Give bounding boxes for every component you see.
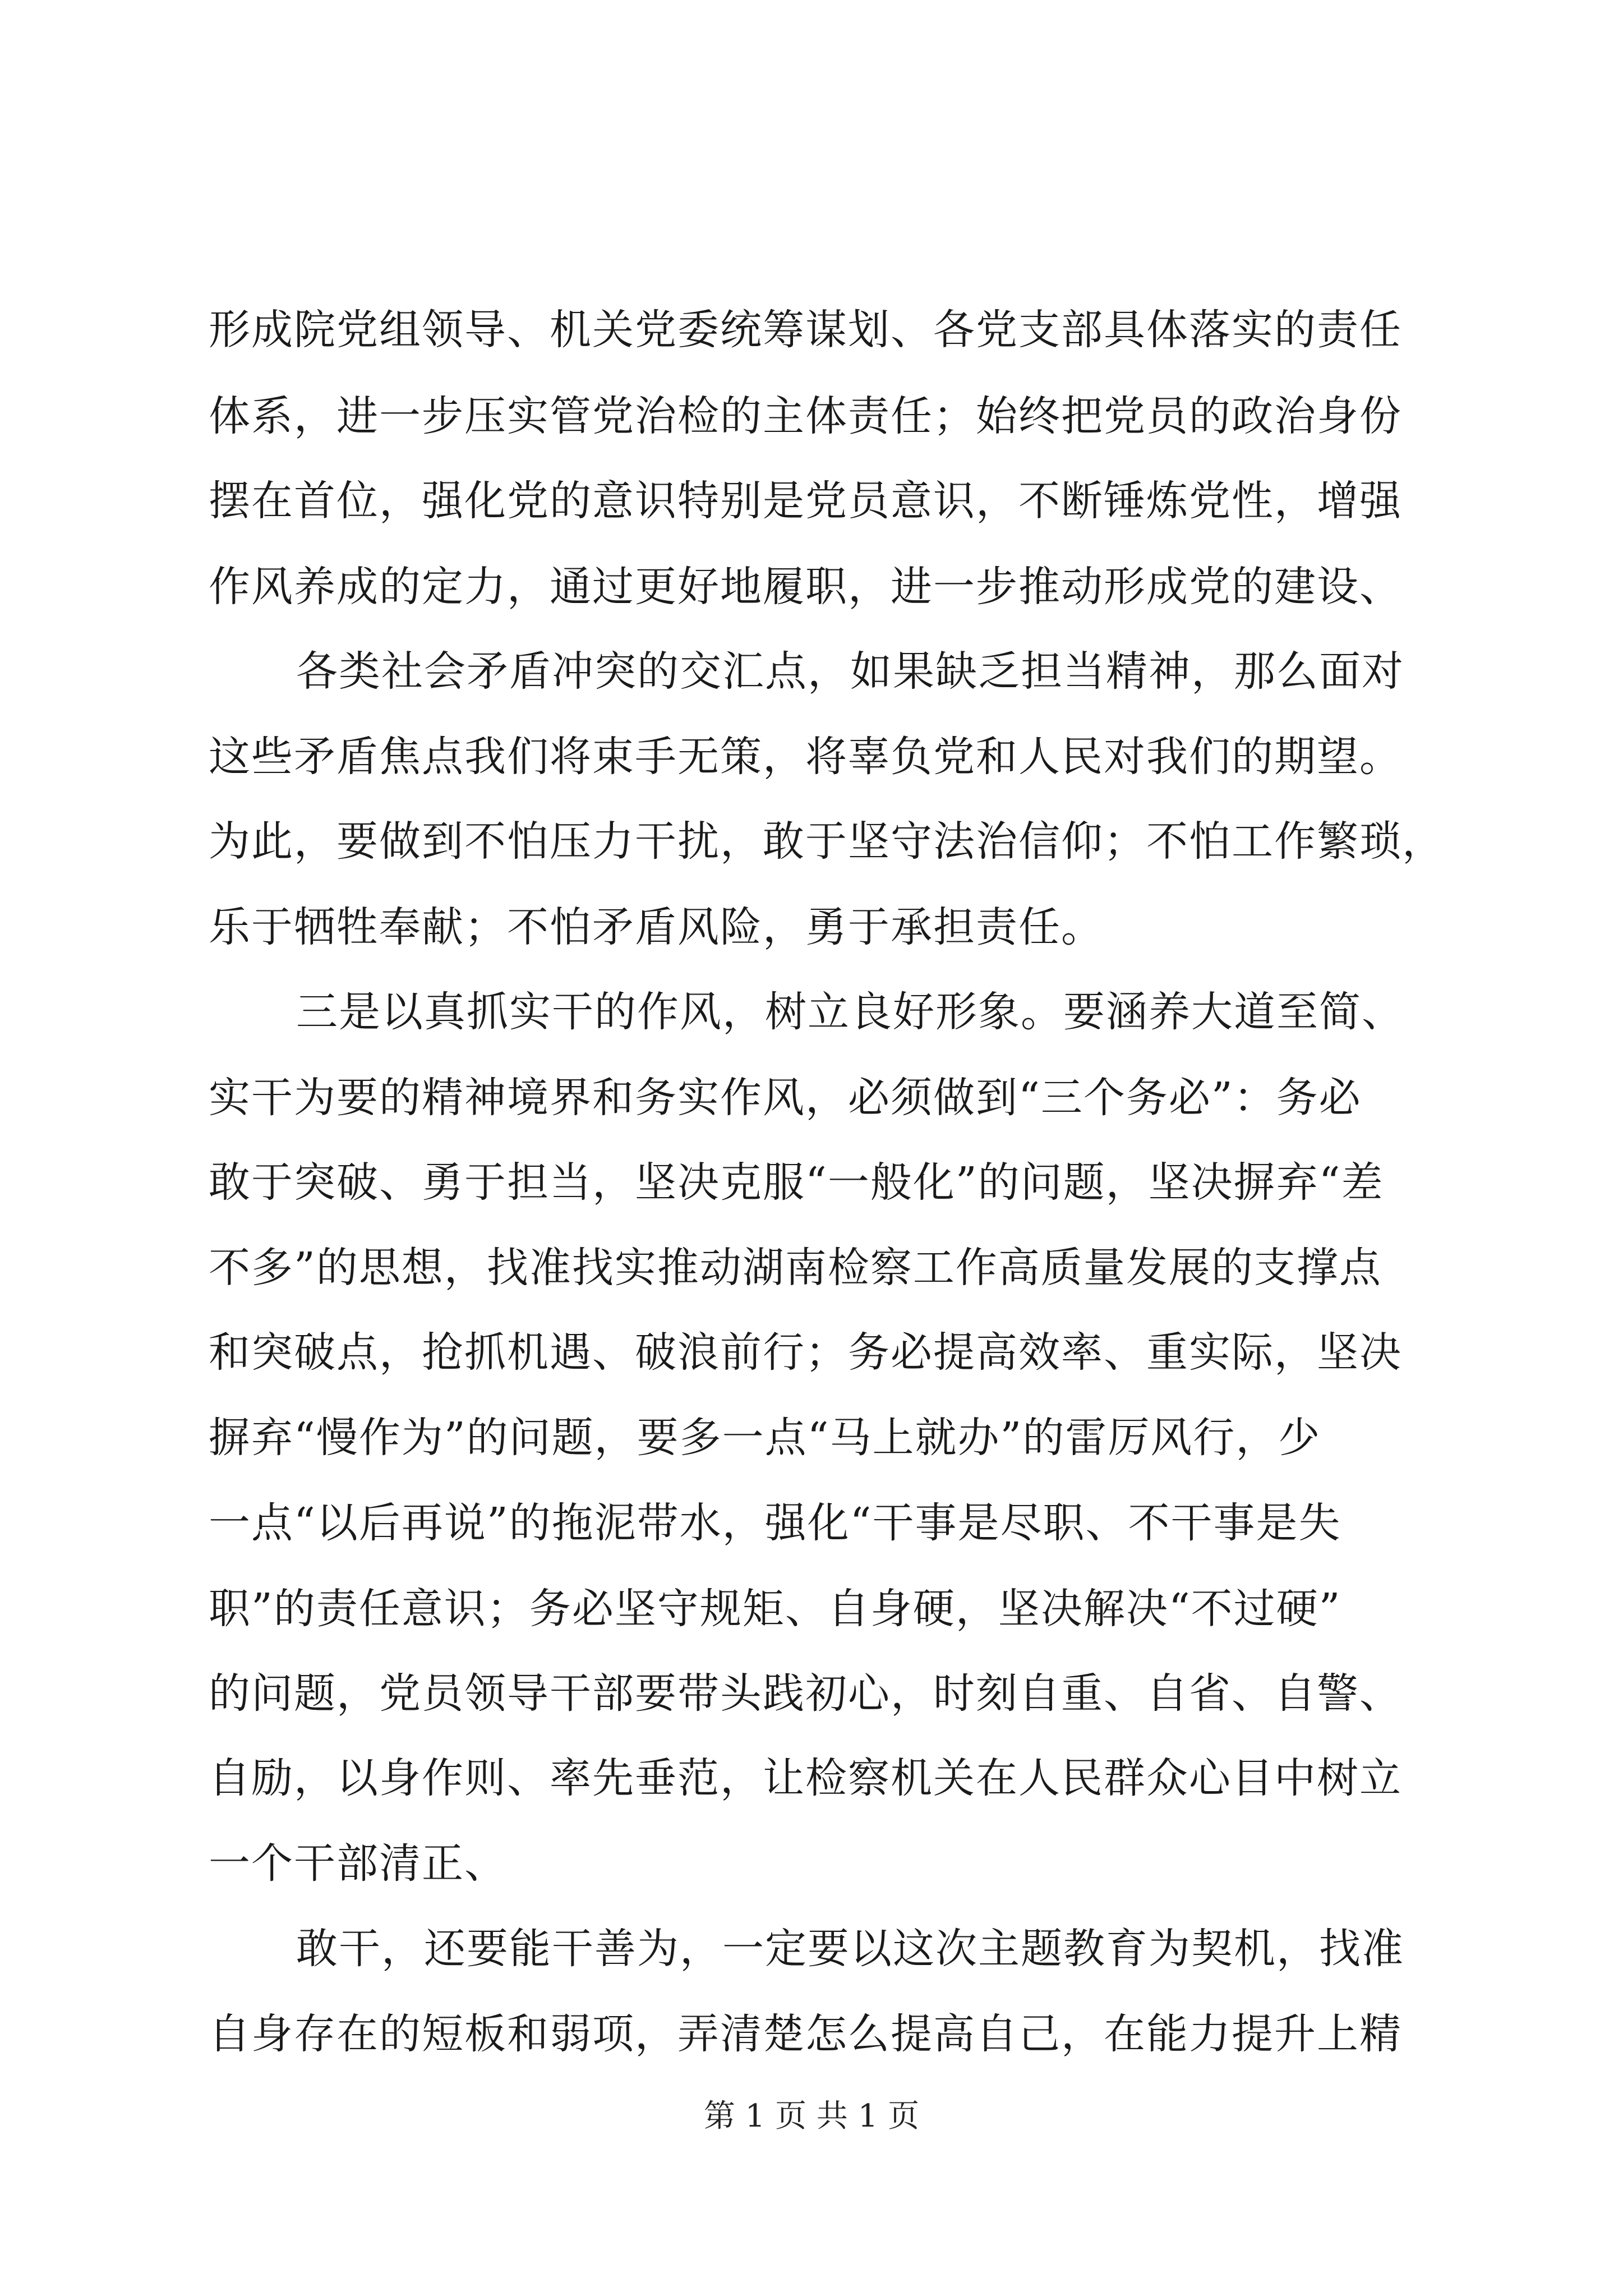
text-line: 三是以真抓实干的作风，树立良好形象。要涵养大道至简、	[296, 988, 1404, 1036]
text-line: 敢干，还要能干善为，一定要以这次主题教育为契机，找准	[296, 1925, 1404, 1973]
text-line: 和突破点，抢抓机遇、破浪前行；务必提高效率、重实际，坚决	[209, 1328, 1402, 1377]
text-line: 为此，要做到不怕压力干扰，敢于坚守法治信仰；不怕工作繁琐，	[209, 817, 1445, 866]
text-line: 体系，进一步压实管党治检的主体责任；始终把党员的政治身份	[209, 392, 1402, 440]
text-line: 职”的责任意识；务必坚守规矩、自身硬，坚决解决“不过硬”	[209, 1585, 1341, 1633]
text-line: 乐于牺牲奉献；不怕矛盾风险，勇于承担责任。	[209, 903, 1104, 951]
text-line: 作风养成的定力，通过更好地履职，进一步推动形成党的建设、	[209, 563, 1402, 611]
text-line: 自身存在的短板和弱项，弄清楚怎么提高自己，在能力提升上精	[209, 2010, 1402, 2058]
text-line: 不多”的思想，找准找实推动湖南检察工作高质量发展的支撑点	[209, 1244, 1382, 1292]
page-number-footer: 第 1 页 共 1 页	[703, 2098, 920, 2134]
text-line: 实干为要的精神境界和务实作风，必须做到“三个务必”：务必	[209, 1074, 1362, 1122]
text-line: 形成院党组领导、机关党委统筹谋划、各党支部具体落实的责任	[209, 306, 1402, 354]
text-line: 的问题，党员领导干部要带头践初心，时刻自重、自省、自警、	[209, 1669, 1402, 1718]
text-line: 一个干部清正、	[209, 1839, 507, 1888]
text-line: 自励，以身作则、率先垂范，让检察机关在人民群众心目中树立	[209, 1754, 1402, 1802]
text-line: 一点“以后再说”的拖泥带水，强化“干事是尽职、不干事是失	[209, 1499, 1341, 1547]
text-line: 各类社会矛盾冲突的交汇点，如果缺乏担当精神，那么面对	[296, 647, 1404, 696]
text-line: 敢于突破、勇于担当，坚决克服“一般化”的问题，坚决摒弃“差	[209, 1158, 1384, 1207]
text-line: 这些矛盾焦点我们将束手无策，将辜负党和人民对我们的期望。	[209, 733, 1402, 781]
text-line: 摒弃“慢作为”的问题，要多一点“马上就办”的雷厉风行，少	[209, 1414, 1321, 1462]
text-line: 摆在首位，强化党的意识特别是党员意识，不断锤炼党性，增强	[209, 477, 1402, 525]
